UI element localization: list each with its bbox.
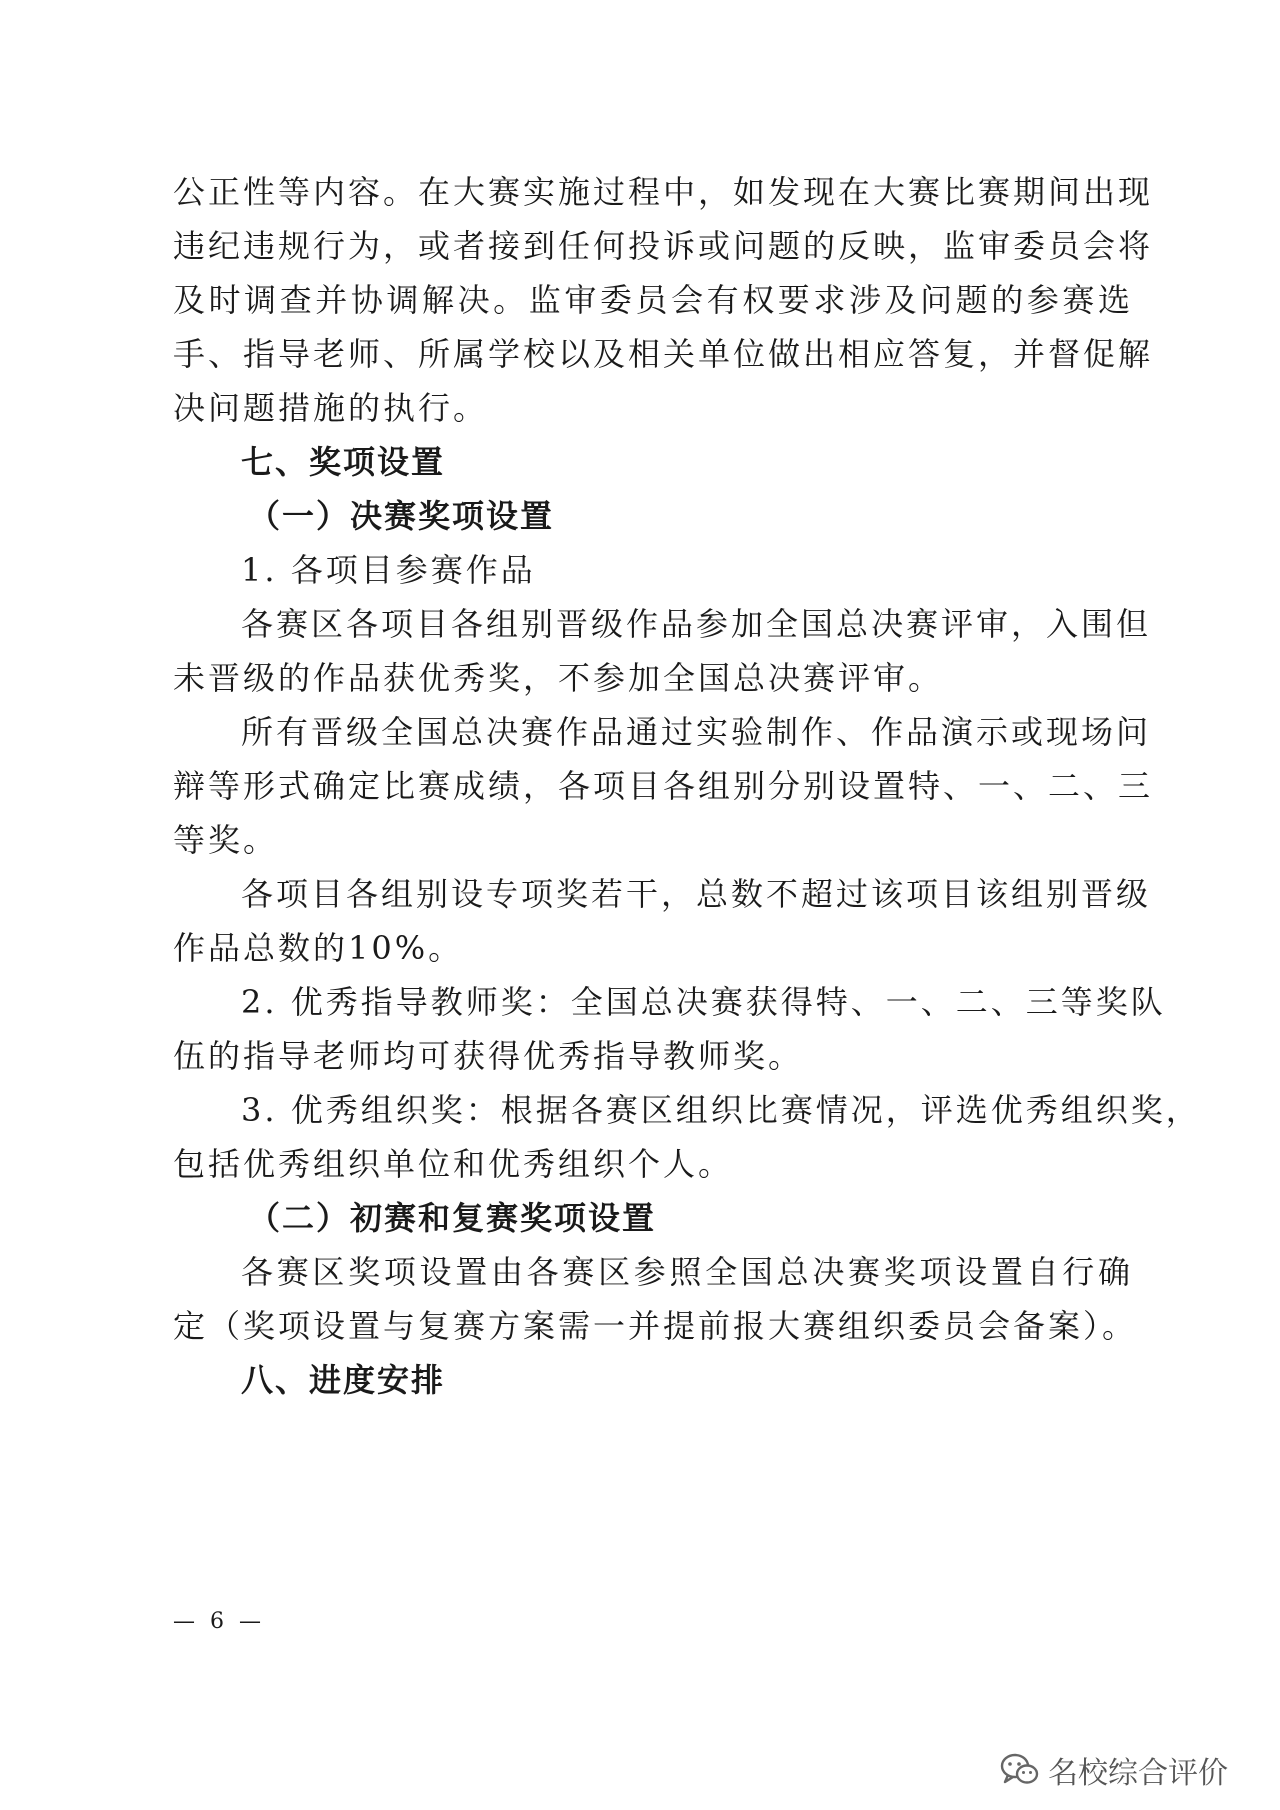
paragraph-line: 各赛区各项目各组别晋级作品参加全国总决赛评审，入围但 xyxy=(241,605,1152,643)
subsection-heading-2: （二）初赛和复赛奖项设置 xyxy=(248,1199,657,1237)
item-heading-1: 1. 各项目参赛作品 xyxy=(241,551,536,589)
item-2-line: 伍的指导老师均可获得优秀指导教师奖。 xyxy=(173,1037,804,1075)
body-line: 手、指导老师、所属学校以及相关单位做出相应答复，并督促解 xyxy=(173,335,1154,373)
item-3-line: 3. 优秀组织奖：根据各赛区组织比赛情况，评选优秀组织奖， xyxy=(241,1091,1201,1129)
watermark-text: 名校综合评价 xyxy=(1048,1756,1228,1791)
wechat-icon xyxy=(1000,1753,1040,1787)
paragraph-line: 所有晋级全国总决赛作品通过实验制作、作品演示或现场问 xyxy=(241,713,1152,751)
watermark xyxy=(1000,1750,1228,1790)
paragraph-line: 等奖。 xyxy=(173,821,279,859)
item-2-line: 2. 优秀指导教师奖：全国总决赛获得特、一、二、三等奖队 xyxy=(241,983,1166,1021)
section-heading-7: 七、奖项设置 xyxy=(241,443,446,481)
paragraph-line: 定（奖项设置与复赛方案需一并提前报大赛组织委员会备案）。 xyxy=(173,1307,1138,1345)
paragraph-line: 辩等形式确定比赛成绩，各项目各组别分别设置特、一、二、三 xyxy=(173,767,1154,805)
paragraph-line: 作品总数的10%。 xyxy=(173,929,464,967)
page-number: — 6 — xyxy=(173,1609,265,1634)
section-heading-8: 八、进度安排 xyxy=(241,1361,446,1399)
body-line: 公正性等内容。在大赛实施过程中，如发现在大赛比赛期间出现 xyxy=(173,173,1154,211)
paragraph-line: 各项目各组别设专项奖若干，总数不超过该项目该组别晋级 xyxy=(241,875,1152,913)
body-line: 决问题措施的执行。 xyxy=(173,389,489,427)
paragraph-line: 未晋级的作品获优秀奖，不参加全国总决赛评审。 xyxy=(173,659,944,697)
paragraph-line: 各赛区奖项设置由各赛区参照全国总决赛奖项设置自行确 xyxy=(241,1253,1133,1291)
body-line: 违纪违规行为，或者接到任何投诉或问题的反映，监审委员会将 xyxy=(173,227,1154,265)
subsection-heading-1: （一）决赛奖项设置 xyxy=(248,497,555,535)
body-line: 及时调查并协调解决。监审委员会有权要求涉及问题的参赛选 xyxy=(173,281,1133,319)
item-3-line: 包括优秀组织单位和优秀组织个人。 xyxy=(173,1145,734,1183)
